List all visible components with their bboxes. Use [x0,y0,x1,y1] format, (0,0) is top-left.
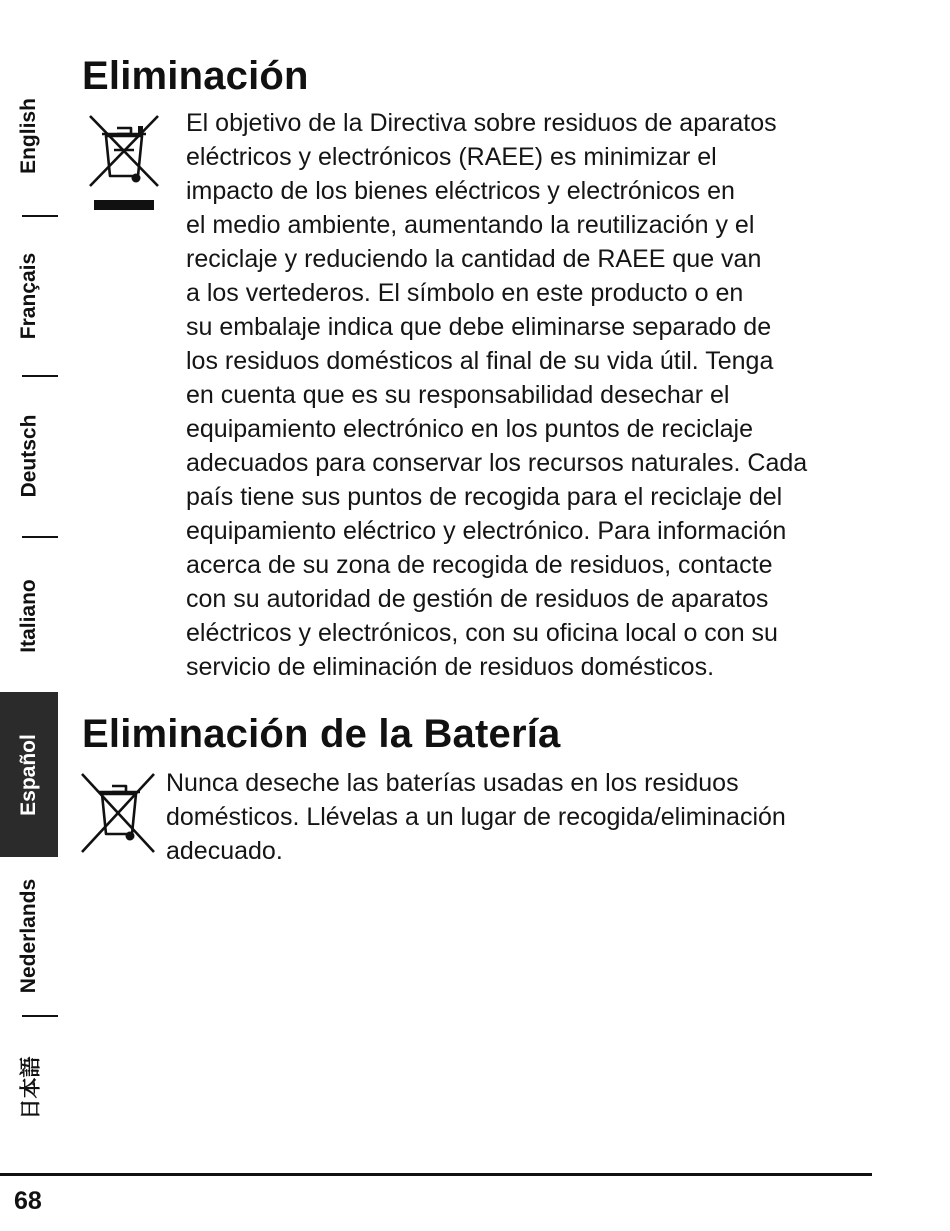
text-line: el medio ambiente, aumentando la reutilización y el [186,211,755,239]
footer-rule [0,1173,872,1176]
tab-nederlands[interactable] [0,858,58,1013]
tab-italiano[interactable] [0,538,58,693]
tab-divider [22,215,58,217]
text-line: impacto de los bienes eléctricos y electrónicos en [186,177,735,205]
tab-english[interactable] [0,58,58,213]
tab-japanese-label: 日本語 [19,1056,42,1120]
section-body-battery-disposal [166,766,866,868]
tab-espanol-label: Español [17,733,40,816]
tab-divider [22,375,58,377]
tab-francais[interactable] [0,218,58,373]
text-line: servicio de eliminación de residuos domésticos. [186,653,715,681]
tab-deutsch-label: Deutsch [17,414,41,497]
text-line: reciclaje y reduciendo la cantidad de RAEE que van [186,245,762,273]
crossed-out-battery-bin-icon [78,768,158,858]
section-title-battery-disposal: Eliminación de la Batería [82,712,561,756]
section-title-disposal: Eliminación [82,54,309,98]
text-line: país tiene sus puntos de recogida para el reciclaje del [186,483,783,511]
text-line: adecuado. [166,837,283,865]
section-body-disposal [186,106,876,684]
language-tabs [0,58,58,1158]
tab-francais-label: Français [17,252,41,339]
tab-deutsch[interactable] [0,378,58,533]
text-line: equipamiento electrónico en los puntos de reciclaje [186,415,754,443]
tab-italiano-label: Italiano [17,578,41,653]
text-line: adecuados para conservar los recursos naturales. Cada [186,449,808,477]
tab-espanol[interactable] [0,692,58,857]
crossed-out-wheelie-bin-icon [84,108,164,216]
page-number: 68 [14,1187,42,1215]
text-line: en cuenta que es su responsabilidad desechar el [186,381,730,409]
text-line: Nunca deseche las baterías usadas en los residuos [166,769,739,797]
text-line: eléctricos y electrónicos (RAEE) es minimizar el [186,143,717,171]
text-line: los residuos domésticos al final de su vida útil. Tenga [186,347,774,375]
tab-english-label: English [17,97,40,174]
text-line: acerca de su zona de recogida de residuos, contacte [186,551,773,579]
text-line: a los vertederos. El símbolo en este producto o en [186,279,744,307]
text-line: su embalaje indica que debe eliminarse separado de [186,313,772,341]
text-line: equipamiento eléctrico y electrónico. Para información [186,517,787,545]
text-line: El objetivo de la Directiva sobre residuos de aparatos [186,109,777,137]
tab-divider [22,1015,58,1017]
text-line: domésticos. Llévelas a un lugar de recogida/eliminación [166,803,786,831]
tab-japanese[interactable] [0,1018,58,1158]
text-line: eléctricos y electrónicos, con su oficina local o con su [186,619,778,647]
tab-nederlands-label: Nederlands [17,878,40,993]
text-line: con su autoridad de gestión de residuos de aparatos [186,585,769,613]
